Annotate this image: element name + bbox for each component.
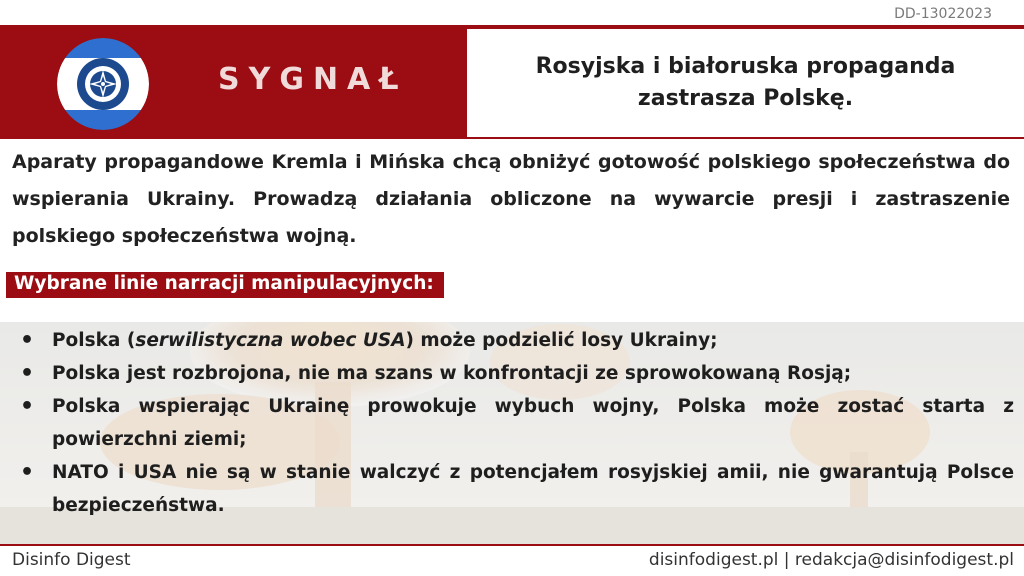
narrative-italic: serwilistyczna wobec USA (135, 330, 406, 351)
narrative-text-end: ) może podzielić losy Ukrainy; (405, 330, 718, 351)
narrative-text: Polska jest rozbrojona, nie ma szans w konfrontacji ze sprowokowaną Rosją; (52, 363, 852, 384)
section-label: Wybrane linie narracji manipulacyjnych: (6, 272, 444, 298)
list-item (20, 324, 1014, 357)
bullet: • (20, 394, 35, 419)
narrative-list (20, 324, 1014, 522)
narrative-text: Polska wspierając Ukrainę prowokuje wybuch wojny, Polska może zostać starta z powierzchni ziemi; (52, 396, 1014, 450)
document-id: DD-13022023 (894, 6, 992, 22)
signal-label: SYGNAŁ (218, 62, 408, 97)
bullet: • (20, 361, 35, 386)
footer-contact: disinfodigest.pl | redakcja@disinfodigest.pl (648, 550, 1014, 570)
footer-brand: Disinfo Digest (12, 550, 131, 570)
bullet: • (20, 328, 35, 353)
intro-paragraph: Aparaty propagandowe Kremla i Mińska chcą obniżyć gotowość polskiego społeczeństwa do wspierania Ukrainy. Prowadzą działania obliczone na wywarcie presji i zastraszenie polskiego społeczeństwa wojną. (12, 151, 1010, 247)
list-item (20, 390, 1014, 456)
nato-compass-flag-icon (57, 38, 149, 130)
headline: Rosyjska i białoruska propaganda zastrasza Polskę. (535, 54, 956, 111)
footer-divider (0, 544, 1024, 546)
banner-bottom-divider (0, 137, 1024, 139)
list-item (20, 456, 1014, 522)
list-item (20, 357, 1014, 390)
headline-box (467, 27, 1024, 137)
narrative-text: Polska ( (52, 330, 136, 351)
narrative-text: NATO i USA nie są w stanie walczyć z potencjałem rosyjskiej amii, nie gwarantują Polsce bezpieczeństwa. (52, 462, 1014, 516)
bullet: • (20, 460, 35, 485)
